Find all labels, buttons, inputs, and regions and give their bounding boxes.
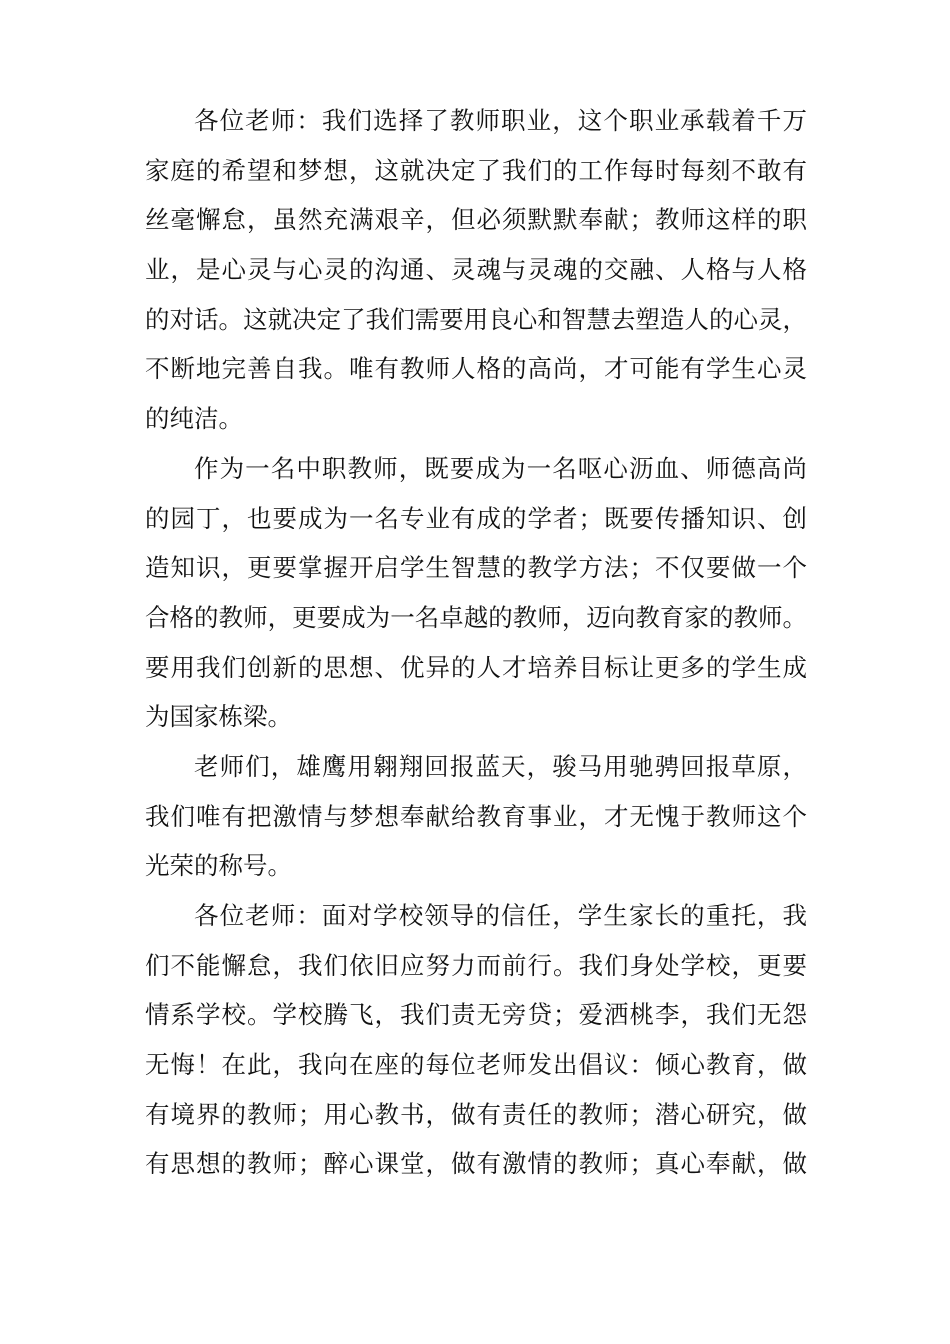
paragraph-2-line-5: 要用我们创新的思想、优异的人才培养目标让更多的学生成 [145, 652, 807, 682]
paragraph-2-line-3: 造知识，更要掌握开启学生智慧的教学方法；不仅要做一个 [145, 553, 807, 583]
paragraph-4-line-1: 各位老师：面对学校领导的信任，学生家长的重托，我 [194, 901, 807, 930]
paragraph-1-line-6: 不断地完善自我。唯有教师人格的高尚，才可能有学生心灵 [145, 354, 807, 384]
document-body [145, 96, 807, 1189]
paragraph-3-line-2: 我们唯有把激情与梦想奉献给教育事业，才无愧于教师这个 [145, 801, 807, 831]
paragraph-3-line-1: 老师们，雄鹰用翱翔回报蓝天，骏马用驰骋回报草原， [194, 751, 807, 781]
paragraph-4-line-4: 无悔！在此，我向在座的每位老师发出倡议：倾心教育，做 [145, 1050, 807, 1080]
paragraph-4-line-2: 们不能懈怠，我们依旧应努力而前行。我们身处学校，更要 [145, 950, 807, 980]
paragraph-1-line-4: 业，是心灵与心灵的沟通、灵魂与灵魂的交融、人格与人格 [145, 255, 807, 285]
paragraph-2-line-6: 为国家栋梁。 [145, 702, 292, 732]
paragraph-2-line-2: 的园丁，也要成为一名专业有成的学者；既要传播知识、创 [145, 503, 807, 533]
paragraph-1-line-1: 各位老师：我们选择了教师职业，这个职业承载着千万 [194, 106, 807, 135]
paragraph-4-line-5: 有境界的教师；用心教书，做有责任的教师；潜心研究，做 [145, 1099, 807, 1129]
paragraph-1-line-5: 的对话。这就决定了我们需要用良心和智慧去塑造人的心灵， [145, 304, 807, 334]
paragraph-2-line-4: 合格的教师，更要成为一名卓越的教师，迈向教育家的教师。 [145, 602, 807, 632]
paragraph-1-line-2: 家庭的希望和梦想，这就决定了我们的工作每时每刻不敢有 [145, 155, 807, 185]
paragraph-3-line-3: 光荣的称号。 [145, 851, 292, 881]
paragraph-1-line-7: 的纯洁。 [145, 404, 243, 434]
paragraph-4-line-6: 有思想的教师；醉心课堂，做有激情的教师；真心奉献，做 [145, 1149, 807, 1179]
paragraph-1-line-3: 丝毫懈怠，虽然充满艰辛，但必须默默奉献；教师这样的职 [145, 205, 807, 235]
paragraph-2-line-1: 作为一名中职教师，既要成为一名呕心沥血、师德高尚 [194, 453, 807, 483]
paragraph-4-line-3: 情系学校。学校腾飞，我们责无旁贷；爱洒桃李，我们无怨 [145, 1000, 807, 1030]
